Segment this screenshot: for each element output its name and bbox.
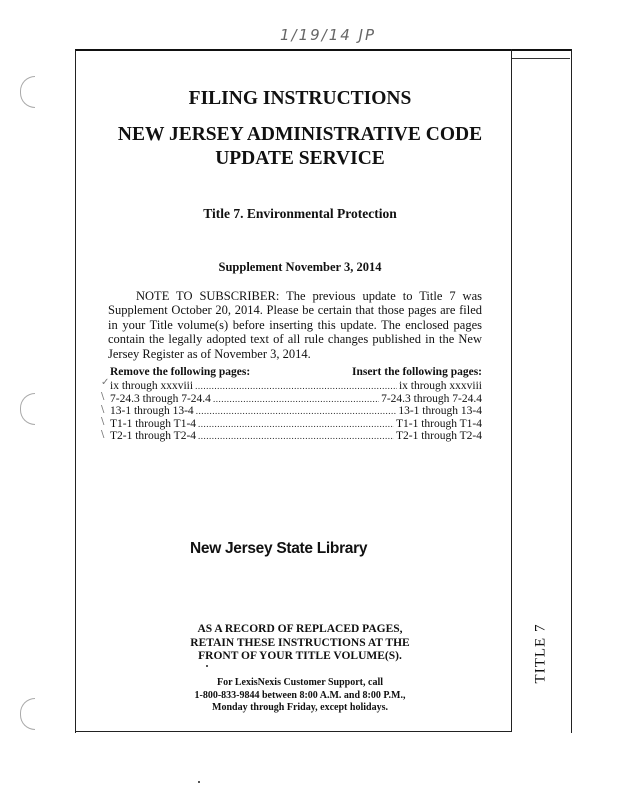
binder-hole-middle xyxy=(20,393,35,425)
page-row xyxy=(110,380,482,393)
remove-range: 13-1 through 13-4 xyxy=(110,405,194,418)
record-line: AS A RECORD OF REPLACED PAGES, xyxy=(197,623,403,635)
binder-hole-bottom xyxy=(20,698,35,730)
insert-range: ix through xxxviii xyxy=(398,380,482,392)
page-row xyxy=(110,418,482,431)
page-row xyxy=(110,430,482,443)
tab-column-divider xyxy=(511,49,512,731)
page-row xyxy=(110,405,482,418)
handwritten-annotation: 1/19/14 JP xyxy=(280,26,377,44)
supplement-date: Supplement November 3, 2014 xyxy=(218,260,382,274)
title-subject: Title 7. Environmental Protection xyxy=(203,206,397,221)
pages-header xyxy=(110,366,482,378)
insert-range: T2-1 through T2-4 xyxy=(395,430,482,443)
tick-mark-icon: \ xyxy=(101,429,105,440)
tick-mark-icon: \ xyxy=(101,391,105,402)
insert-range: 13-1 through 13-4 xyxy=(398,405,482,418)
dot-leader xyxy=(195,380,397,393)
tab-label-text: TITLE 7 xyxy=(532,623,549,683)
support-line: For LexisNexis Customer Support, call xyxy=(216,677,383,688)
tick-mark-icon: \ xyxy=(101,404,105,415)
remove-range: ix through xxxviii xyxy=(110,380,194,392)
heading-line-2: UPDATE SERVICE xyxy=(215,148,385,169)
tick-mark-icon: \ xyxy=(101,416,105,427)
remove-pages-label: Remove the following pages: xyxy=(110,366,251,378)
customer-support-note xyxy=(150,677,450,715)
support-line: Monday through Friday, except holidays. xyxy=(212,702,388,713)
binder-hole-top xyxy=(20,76,35,108)
remove-range: 7-24.3 through 7-24.4 xyxy=(110,392,211,405)
record-line: RETAIN THESE INSTRUCTIONS AT THE xyxy=(190,636,410,649)
record-line: FRONT OF YOUR TITLE VOLUME(S). xyxy=(198,650,402,662)
dot-leader xyxy=(213,393,379,406)
dot-leader xyxy=(198,418,394,431)
library-stamp: New Jersey State Library xyxy=(190,540,368,557)
remove-range: T2-1 through T2-4 xyxy=(110,430,197,443)
title-tab xyxy=(514,608,568,698)
dot-leader xyxy=(196,405,397,418)
record-instructions xyxy=(150,623,450,664)
heading-line-1: NEW JERSEY ADMINISTRATIVE CODE xyxy=(117,124,483,145)
frame-bottom-rule xyxy=(75,731,512,732)
insert-pages-label: Insert the following pages: xyxy=(351,366,482,378)
speck xyxy=(198,781,200,783)
note-to-subscriber: NOTE TO SUBSCRIBER: The previous update to Title 7 was Supplement October 20, 2014. Please be certain that those pages are filed in your Title volume(s) before inserting this update. The enclosed pages contain the legally adopted text of all rule changes published in the New Jersey Register as of November 3, 2014. xyxy=(108,289,482,361)
check-mark-icon: ✓ xyxy=(101,377,110,388)
dot-leader xyxy=(198,430,394,443)
pages-list xyxy=(110,380,482,443)
support-line: 1-800-833-9844 between 8:00 A.M. and 8:00 P.M., xyxy=(194,689,406,701)
page-row xyxy=(110,393,482,406)
tab-top-rule xyxy=(512,58,570,59)
filing-instructions-title: FILING INSTRUCTIONS xyxy=(188,88,412,109)
insert-range: 7-24.3 through 7-24.4 xyxy=(381,392,482,405)
insert-range: T1-1 through T1-4 xyxy=(395,417,482,430)
remove-range: T1-1 through T1-4 xyxy=(110,417,197,430)
speck xyxy=(206,665,208,667)
